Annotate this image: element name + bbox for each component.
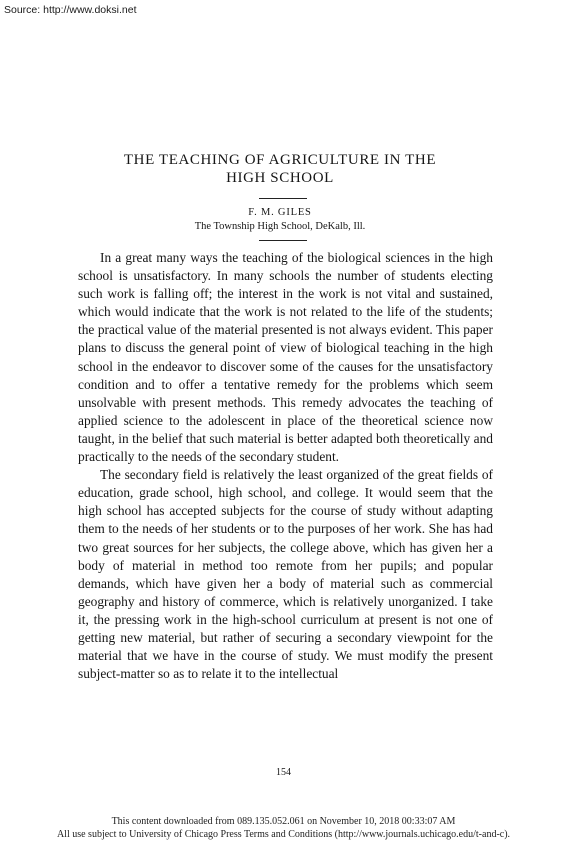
source-link[interactable]: Source: http://www.doksi.net <box>4 4 137 16</box>
article-title <box>80 151 480 187</box>
title-line-1: THE TEACHING OF AGRICULTURE IN THE <box>123 152 437 168</box>
page-number: 154 <box>276 767 291 778</box>
article-body <box>78 249 493 683</box>
author-affiliation: The Township High School, DeKalb, Ill. <box>194 221 366 232</box>
title-line-2: HIGH SCHOOL <box>226 170 334 186</box>
paragraph-2: The secondary field is relatively the least organized of the great fields of education, grade school, high school, and college. It would seem that the high school has accepted subjects for the course of study without adapting them to the needs of her students or to the purposes of her work. She has had two great sources for her subjects, the college above, which has given her a body of material in method too remote from her pupils; and popular demands, which have given her a body of material such as commercial geography and history of commerce, which is relatively unorganized. I take it, the pressing work in the high-school curriculum at present is not one of getting new material, but rather of securing a secondary viewpoint for the material that we have in the course of study. We must modify the present subject-matter so as to relate it to the intellectual <box>78 467 493 682</box>
terms-notice[interactable]: All use subject to University of Chicago Press Terms and Conditions (http://www.journals.uchicago.edu/t-and-c). <box>56 829 511 840</box>
download-notice: This content downloaded from 089.135.052.061 on November 10, 2018 00:33:07 AM <box>111 816 456 827</box>
title-divider <box>259 198 307 199</box>
author-name: F. M. GILES <box>248 207 312 218</box>
paragraph-1: In a great many ways the teaching of the biological sciences in the high school is unsatisfactory. In many schools the number of students electing such work is falling off; the interest in the work is not vital and sustained, which would indicate that the work is not related to the life of the students; the practical value of the material presented is not always evident. This paper plans to discuss the general point of view of biological teaching in the high school in the endeavor to discover some of the causes for the unsatisfactory condition and to offer a tentative remedy for the problems which seem unsolvable with present methods. This remedy advocates the teaching of applied science to the adolescent in place of the theoretical science now taught, in the belief that such material is better adapted both theoretically and practically to the needs of the secondary student. <box>78 250 493 465</box>
affiliation-divider <box>259 240 307 241</box>
download-footer <box>0 815 567 841</box>
